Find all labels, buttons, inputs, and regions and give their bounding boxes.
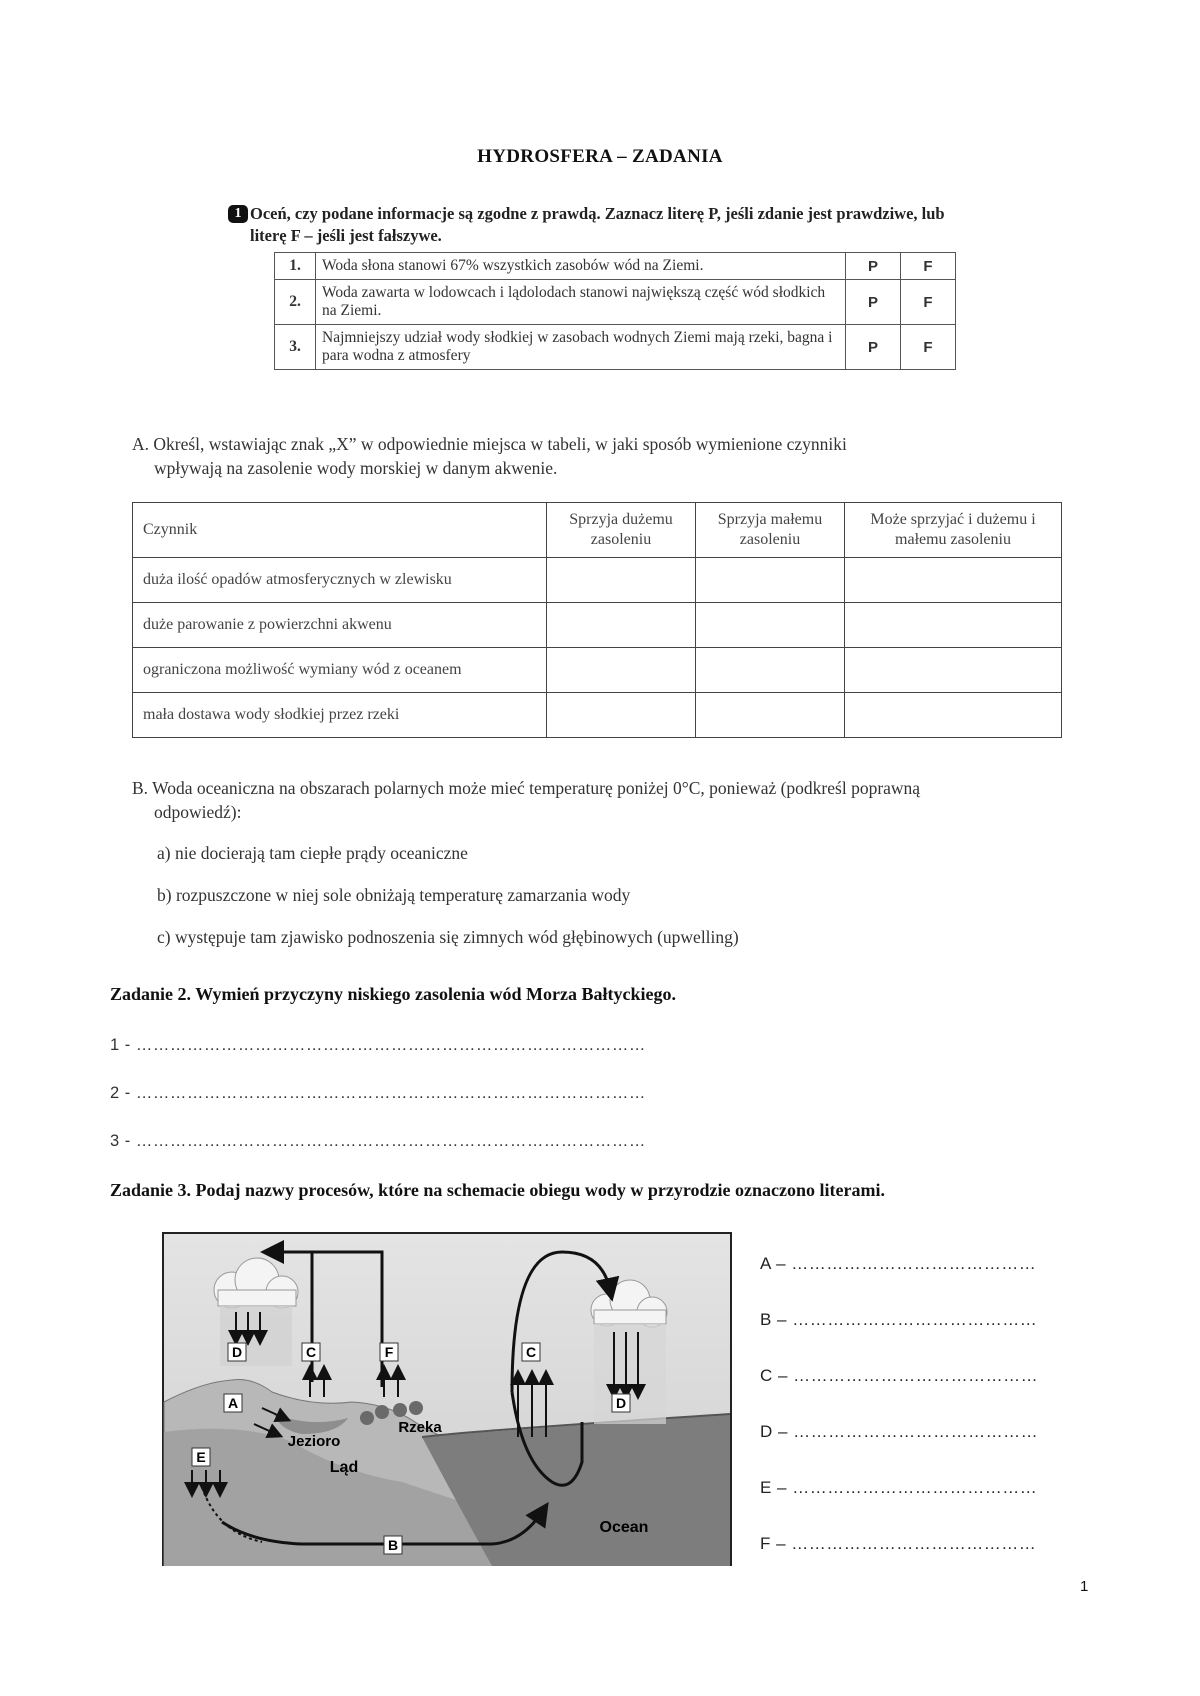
page-title: HYDROSFERA – ZADANIA (477, 146, 723, 167)
answer-cell[interactable] (547, 558, 696, 603)
label-d-left: D (231, 1344, 243, 1360)
task2-title: Zadanie 2. Wymień przyczyny niskiego zasolenia wód Morza Bałtyckiego. (110, 984, 676, 1004)
statement-text: Woda zawarta w lodowcach i lądolodach stanowi największą część wód słodkich na Ziemi. (316, 280, 846, 325)
answer-p[interactable]: P (846, 253, 901, 280)
header-both: Może sprzyjać i dużemu i małemu zasoleniu (845, 503, 1062, 558)
part-a-line1: A. Określ, wstawiając znak „X” w odpowiednie miejsca w tabeli, w jaki sposób wymienione czynniki (132, 434, 847, 454)
answer-b[interactable]: B – …………………………………… (760, 1310, 1038, 1329)
answer-line-3[interactable]: 3 - ……………………………………………………………………………… (110, 1132, 646, 1150)
table-row (275, 325, 956, 370)
label-d-right: D (615, 1395, 627, 1411)
q1-number-badge: 1 (228, 205, 248, 223)
row-number: 1. (275, 253, 316, 280)
table-row (133, 693, 1062, 738)
answer-e[interactable]: E – …………………………………… (760, 1478, 1038, 1497)
answer-cell[interactable] (696, 558, 845, 603)
table-row (275, 253, 956, 280)
task3-title: Zadanie 3. Podaj nazwy procesów, które na schemacie obiegu wody w przyrodzie oznaczono literami. (110, 1180, 885, 1200)
option-b[interactable]: b) rozpuszczone w niej sole obniżają temperaturę zamarzania wody (157, 885, 631, 905)
part-a-line2: wpływają na zasolenie wody morskiej w danym akwenie. (154, 458, 558, 478)
label-lake: Jezioro (287, 1433, 341, 1450)
header-high-salinity: Sprzyja dużemu zasoleniu (547, 503, 696, 558)
label-land: Ląd (329, 1459, 359, 1476)
factor-label: duże parowanie z powierzchni akwenu (133, 603, 547, 648)
answer-cell[interactable] (696, 693, 845, 738)
answer-cell[interactable] (547, 603, 696, 648)
answer-cell[interactable] (696, 603, 845, 648)
factor-label: duża ilość opadów atmosferycznych w zlewisku (133, 558, 547, 603)
answer-cell[interactable] (845, 603, 1062, 648)
label-river: Rzeka (398, 1419, 442, 1436)
table-row (133, 603, 1062, 648)
statement-text: Najmniejszy udział wody słodkiej w zasobach wodnych Ziemi mają rzeki, bagna i para wodna z atmosfery (316, 325, 846, 370)
row-number: 2. (275, 280, 316, 325)
answer-cell[interactable] (845, 693, 1062, 738)
label-c-right: C (525, 1344, 537, 1360)
label-b: B (387, 1537, 399, 1553)
answer-f[interactable]: F (901, 253, 956, 280)
answer-cell[interactable] (547, 693, 696, 738)
label-e: E (196, 1449, 206, 1465)
answer-d[interactable]: D – …………………………………… (760, 1422, 1039, 1441)
answer-line-1[interactable]: 1 - ……………………………………………………………………………… (110, 1036, 646, 1054)
part-b-instruction (132, 776, 1092, 824)
q1-true-false-table (274, 252, 956, 370)
answer-f[interactable]: F (901, 280, 956, 325)
factor-label: ograniczona możliwość wymiany wód z oceanem (133, 648, 547, 693)
row-number: 3. (275, 325, 316, 370)
answer-p[interactable]: P (846, 325, 901, 370)
table-row (133, 648, 1062, 693)
part-a-instruction (132, 432, 1072, 480)
q1-instruction (234, 203, 970, 247)
answer-cell[interactable] (845, 648, 1062, 693)
header-low-salinity: Sprzyja małemu zasoleniu (696, 503, 845, 558)
factor-label: mała dostawa wody słodkiej przez rzeki (133, 693, 547, 738)
answer-f[interactable]: F – …………………………………… (760, 1534, 1037, 1553)
table-row (133, 558, 1062, 603)
table-header-row (133, 503, 1062, 558)
answer-a[interactable]: A – …………………………………… (760, 1254, 1037, 1273)
water-cycle-diagram (162, 1232, 732, 1566)
label-f: F (384, 1344, 394, 1360)
answer-p[interactable]: P (846, 280, 901, 325)
part-b-line2: odpowiedź): (154, 802, 242, 822)
part-b-line1: B. Woda oceaniczna na obszarach polarnych może mieć temperaturę poniżej 0°C, ponieważ (podkreśl poprawną (132, 778, 921, 798)
label-a: A (227, 1395, 239, 1411)
answer-c[interactable]: C – …………………………………… (760, 1366, 1039, 1385)
option-c[interactable]: c) występuje tam zjawisko podnoszenia się zimnych wód głębinowych (upwelling) (157, 927, 739, 947)
q1-instruction-text: Oceń, czy podane informacje są zgodne z prawdą. Zaznacz literę P, jeśli zdanie jest prawdziwe, lub literę F – jeśli jest fałszywe. (250, 204, 945, 245)
answer-f[interactable]: F (901, 325, 956, 370)
salinity-factors-table (132, 502, 1062, 738)
label-c-left: C (305, 1344, 317, 1360)
answer-cell[interactable] (845, 558, 1062, 603)
label-ocean: Ocean (599, 1519, 649, 1536)
answer-cell[interactable] (696, 648, 845, 693)
option-a[interactable]: a) nie docierają tam ciepłe prądy oceaniczne (157, 843, 468, 863)
table-row (275, 280, 956, 325)
header-factor: Czynnik (133, 503, 547, 558)
statement-text: Woda słona stanowi 67% wszystkich zasobów wód na Ziemi. (316, 253, 846, 280)
page-number: 1 (1080, 1578, 1089, 1595)
answer-line-2[interactable]: 2 - ……………………………………………………………………………… (110, 1084, 646, 1102)
answer-cell[interactable] (547, 648, 696, 693)
